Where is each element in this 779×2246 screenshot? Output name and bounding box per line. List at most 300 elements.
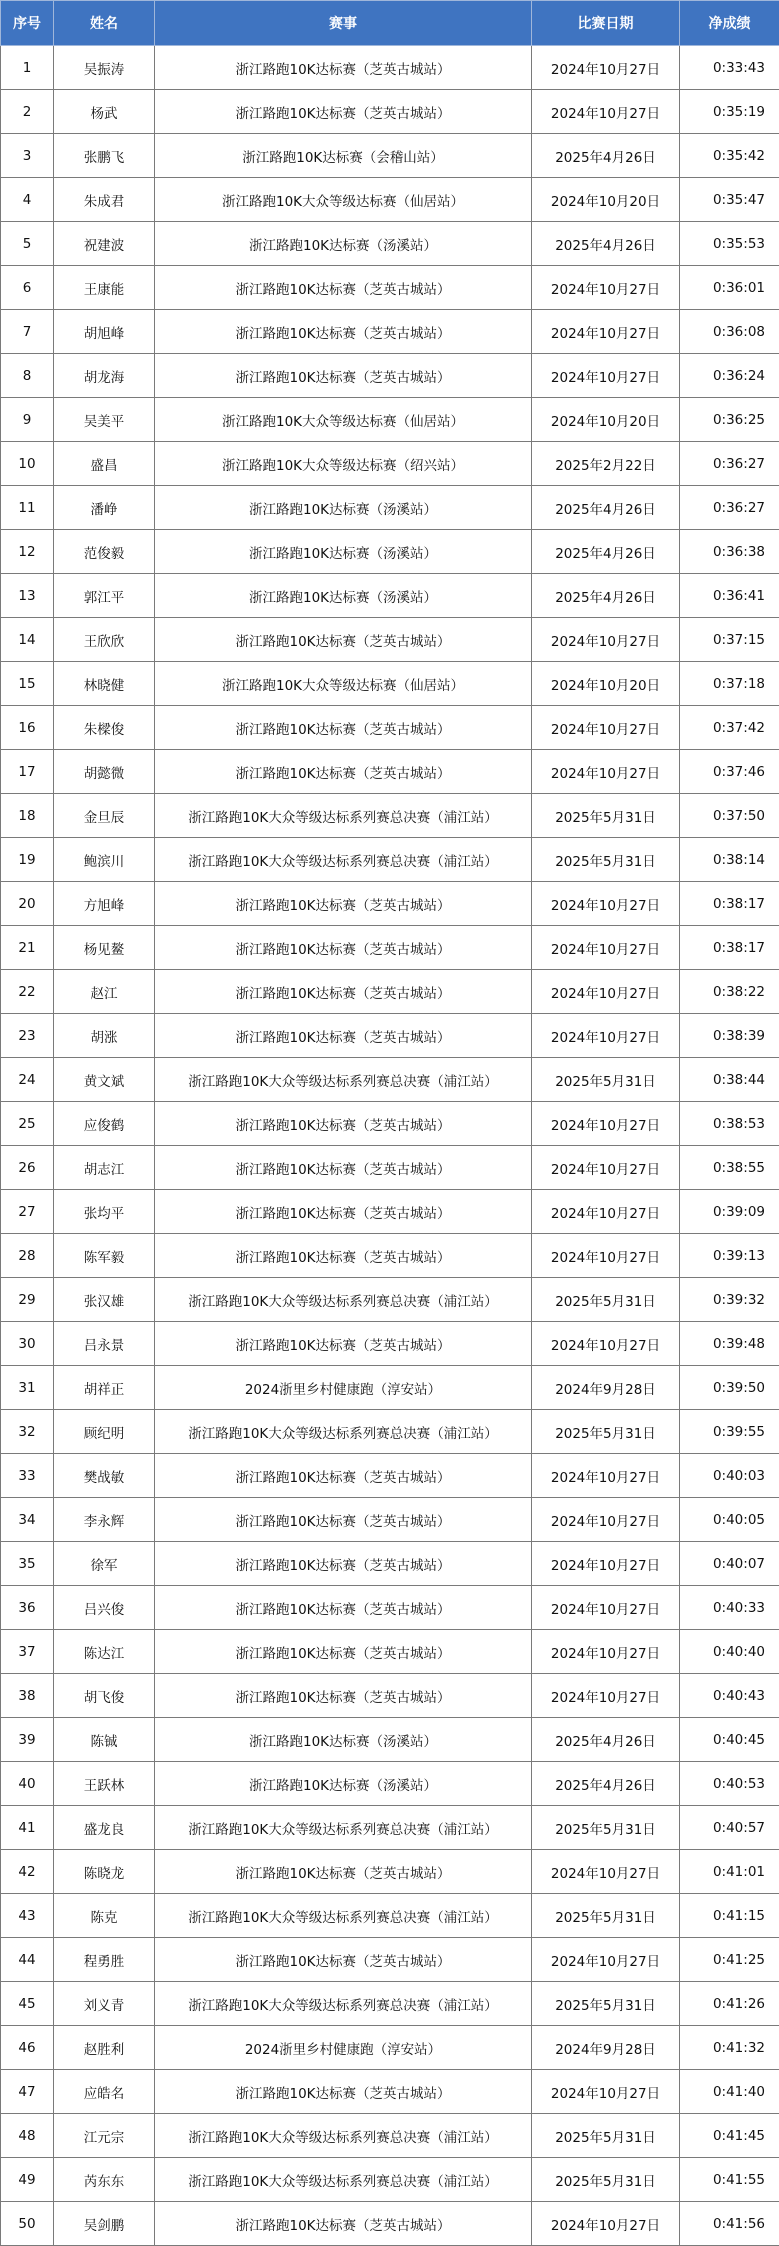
cell-event: 浙江路跑10K达标赛（芝英古城站） [155, 618, 532, 662]
cell-name: 胡龙海 [54, 354, 155, 398]
table-row [1, 750, 779, 794]
table-row [1, 1498, 779, 1542]
cell-event: 浙江路跑10K达标赛（汤溪站） [155, 574, 532, 618]
cell-name: 方旭峰 [54, 882, 155, 926]
table-row [1, 794, 779, 838]
cell-name: 胡旭峰 [54, 310, 155, 354]
table-row [1, 46, 779, 90]
cell-event: 浙江路跑10K达标赛（芝英古城站） [155, 970, 532, 1014]
table-row [1, 2026, 779, 2070]
cell-net-time: 0:35:47 [680, 178, 779, 222]
cell-rank: 35 [1, 1542, 54, 1586]
cell-date: 2024年10月27日 [532, 1542, 680, 1586]
cell-rank: 9 [1, 398, 54, 442]
table-row [1, 1938, 779, 1982]
cell-event: 浙江路跑10K达标赛（芝英古城站） [155, 706, 532, 750]
cell-rank: 13 [1, 574, 54, 618]
cell-rank: 1 [1, 46, 54, 90]
cell-net-time: 0:35:53 [680, 222, 779, 266]
cell-date: 2025年4月26日 [532, 1762, 680, 1806]
cell-event: 浙江路跑10K达标赛（芝英古城站） [155, 354, 532, 398]
table-row [1, 398, 779, 442]
cell-rank: 43 [1, 1894, 54, 1938]
cell-rank: 28 [1, 1234, 54, 1278]
cell-name: 顾纪明 [54, 1410, 155, 1454]
cell-name: 应皓名 [54, 2070, 155, 2114]
cell-event: 浙江路跑10K达标赛（芝英古城站） [155, 882, 532, 926]
cell-date: 2024年10月27日 [532, 1938, 680, 1982]
cell-name: 张均平 [54, 1190, 155, 1234]
cell-net-time: 0:37:18 [680, 662, 779, 706]
cell-event: 浙江路跑10K达标赛（芝英古城站） [155, 750, 532, 794]
cell-date: 2024年10月27日 [532, 1586, 680, 1630]
cell-name: 赵江 [54, 970, 155, 1014]
cell-net-time: 0:36:24 [680, 354, 779, 398]
cell-rank: 5 [1, 222, 54, 266]
cell-rank: 46 [1, 2026, 54, 2070]
cell-event: 浙江路跑10K达标赛（芝英古城站） [155, 1938, 532, 1982]
table-row [1, 662, 779, 706]
cell-date: 2024年10月27日 [532, 354, 680, 398]
table-row [1, 706, 779, 750]
cell-date: 2025年4月26日 [532, 574, 680, 618]
cell-net-time: 0:40:45 [680, 1718, 779, 1762]
cell-date: 2024年10月27日 [532, 1630, 680, 1674]
cell-date: 2024年10月27日 [532, 46, 680, 90]
cell-net-time: 0:39:55 [680, 1410, 779, 1454]
cell-name: 胡志江 [54, 1146, 155, 1190]
cell-net-time: 0:41:25 [680, 1938, 779, 1982]
table-row [1, 1322, 779, 1366]
table-row [1, 1366, 779, 1410]
cell-date: 2025年5月31日 [532, 794, 680, 838]
cell-net-time: 0:38:39 [680, 1014, 779, 1058]
cell-event: 浙江路跑10K达标赛（汤溪站） [155, 222, 532, 266]
cell-net-time: 0:41:15 [680, 1894, 779, 1938]
cell-name: 鲍滨川 [54, 838, 155, 882]
cell-net-time: 0:38:53 [680, 1102, 779, 1146]
cell-event: 浙江路跑10K达标赛（芝英古城站） [155, 1322, 532, 1366]
cell-event: 浙江路跑10K达标赛（芝英古城站） [155, 1586, 532, 1630]
cell-name: 盛昌 [54, 442, 155, 486]
table-row [1, 1102, 779, 1146]
cell-net-time: 0:37:50 [680, 794, 779, 838]
cell-net-time: 0:38:44 [680, 1058, 779, 1102]
cell-net-time: 0:38:55 [680, 1146, 779, 1190]
cell-date: 2024年10月27日 [532, 1674, 680, 1718]
cell-name: 吕永景 [54, 1322, 155, 1366]
cell-net-time: 0:35:42 [680, 134, 779, 178]
cell-rank: 18 [1, 794, 54, 838]
cell-date: 2024年10月27日 [532, 706, 680, 750]
cell-event: 浙江路跑10K达标赛（芝英古城站） [155, 1146, 532, 1190]
table-row [1, 2070, 779, 2114]
cell-date: 2024年10月27日 [532, 970, 680, 1014]
cell-net-time: 0:36:25 [680, 398, 779, 442]
cell-date: 2025年5月31日 [532, 1982, 680, 2026]
cell-event: 浙江路跑10K达标赛（芝英古城站） [155, 1498, 532, 1542]
table-row [1, 574, 779, 618]
cell-rank: 14 [1, 618, 54, 662]
table-row [1, 838, 779, 882]
cell-name: 胡涨 [54, 1014, 155, 1058]
cell-date: 2025年5月31日 [532, 1058, 680, 1102]
cell-net-time: 0:40:40 [680, 1630, 779, 1674]
cell-event: 浙江路跑10K达标赛（汤溪站） [155, 1762, 532, 1806]
table-row [1, 1762, 779, 1806]
cell-rank: 44 [1, 1938, 54, 1982]
cell-date: 2024年10月27日 [532, 1322, 680, 1366]
cell-event: 浙江路跑10K大众等级达标系列赛总决赛（浦江站） [155, 1278, 532, 1322]
cell-date: 2025年5月31日 [532, 838, 680, 882]
table-row [1, 442, 779, 486]
cell-name: 郭江平 [54, 574, 155, 618]
cell-event: 浙江路跑10K达标赛（芝英古城站） [155, 1542, 532, 1586]
cell-event: 浙江路跑10K大众等级达标系列赛总决赛（浦江站） [155, 1982, 532, 2026]
cell-rank: 6 [1, 266, 54, 310]
cell-event: 浙江路跑10K达标赛（芝英古城站） [155, 1674, 532, 1718]
cell-rank: 45 [1, 1982, 54, 2026]
cell-name: 张鹏飞 [54, 134, 155, 178]
cell-net-time: 0:40:05 [680, 1498, 779, 1542]
table-row [1, 266, 779, 310]
cell-event: 浙江路跑10K大众等级达标系列赛总决赛（浦江站） [155, 1806, 532, 1850]
cell-rank: 20 [1, 882, 54, 926]
cell-name: 徐军 [54, 1542, 155, 1586]
cell-name: 应俊鹤 [54, 1102, 155, 1146]
table-row [1, 882, 779, 926]
cell-rank: 7 [1, 310, 54, 354]
cell-event: 浙江路跑10K达标赛（芝英古城站） [155, 1630, 532, 1674]
cell-name: 黄文斌 [54, 1058, 155, 1102]
table-row [1, 2158, 779, 2202]
cell-event: 浙江路跑10K大众等级达标系列赛总决赛（浦江站） [155, 1894, 532, 1938]
cell-net-time: 0:37:46 [680, 750, 779, 794]
table-row [1, 1542, 779, 1586]
cell-name: 刘义青 [54, 1982, 155, 2026]
cell-name: 朱樑俊 [54, 706, 155, 750]
cell-name: 王跃林 [54, 1762, 155, 1806]
cell-date: 2024年10月27日 [532, 618, 680, 662]
cell-name: 陈军毅 [54, 1234, 155, 1278]
table-body [1, 46, 779, 2246]
cell-date: 2024年10月27日 [532, 882, 680, 926]
cell-rank: 8 [1, 354, 54, 398]
cell-event: 浙江路跑10K达标赛（汤溪站） [155, 530, 532, 574]
cell-rank: 17 [1, 750, 54, 794]
cell-name: 王欣欣 [54, 618, 155, 662]
cell-name: 程勇胜 [54, 1938, 155, 1982]
table-row [1, 178, 779, 222]
cell-name: 樊战敏 [54, 1454, 155, 1498]
cell-net-time: 0:40:07 [680, 1542, 779, 1586]
header-name: 姓名 [54, 1, 155, 46]
cell-event: 浙江路跑10K达标赛（汤溪站） [155, 486, 532, 530]
table-row [1, 90, 779, 134]
cell-rank: 37 [1, 1630, 54, 1674]
cell-net-time: 0:41:01 [680, 1850, 779, 1894]
cell-date: 2025年5月31日 [532, 1806, 680, 1850]
cell-net-time: 0:38:17 [680, 926, 779, 970]
cell-name: 潘峥 [54, 486, 155, 530]
table-row [1, 1718, 779, 1762]
cell-rank: 10 [1, 442, 54, 486]
cell-date: 2025年4月26日 [532, 486, 680, 530]
cell-event: 浙江路跑10K达标赛（芝英古城站） [155, 2202, 532, 2246]
cell-event: 浙江路跑10K达标赛（芝英古城站） [155, 90, 532, 134]
cell-name: 王康能 [54, 266, 155, 310]
cell-rank: 38 [1, 1674, 54, 1718]
cell-date: 2024年10月27日 [532, 1102, 680, 1146]
cell-name: 陈克 [54, 1894, 155, 1938]
cell-date: 2024年10月27日 [532, 1190, 680, 1234]
cell-event: 浙江路跑10K达标赛（芝英古城站） [155, 1102, 532, 1146]
cell-rank: 47 [1, 2070, 54, 2114]
cell-name: 张汉雄 [54, 1278, 155, 1322]
cell-name: 杨武 [54, 90, 155, 134]
table-row [1, 1894, 779, 1938]
cell-net-time: 0:37:15 [680, 618, 779, 662]
cell-net-time: 0:36:27 [680, 442, 779, 486]
table-row [1, 354, 779, 398]
header-rank: 序号 [1, 1, 54, 46]
cell-name: 陈晓龙 [54, 1850, 155, 1894]
cell-net-time: 0:41:56 [680, 2202, 779, 2246]
cell-date: 2024年10月27日 [532, 1146, 680, 1190]
cell-net-time: 0:35:19 [680, 90, 779, 134]
cell-net-time: 0:41:40 [680, 2070, 779, 2114]
cell-event: 浙江路跑10K达标赛（芝英古城站） [155, 1234, 532, 1278]
cell-event: 浙江路跑10K大众等级达标赛（仙居站） [155, 178, 532, 222]
table-row [1, 134, 779, 178]
cell-name: 陈铖 [54, 1718, 155, 1762]
cell-rank: 33 [1, 1454, 54, 1498]
cell-date: 2024年9月28日 [532, 1366, 680, 1410]
cell-name: 胡飞俊 [54, 1674, 155, 1718]
cell-rank: 27 [1, 1190, 54, 1234]
table-row [1, 618, 779, 662]
cell-event: 浙江路跑10K达标赛（芝英古城站） [155, 1190, 532, 1234]
cell-date: 2025年2月22日 [532, 442, 680, 486]
header-event: 赛事 [155, 1, 532, 46]
cell-rank: 50 [1, 2202, 54, 2246]
table-row [1, 1630, 779, 1674]
table-row [1, 530, 779, 574]
cell-net-time: 0:41:45 [680, 2114, 779, 2158]
cell-net-time: 0:38:22 [680, 970, 779, 1014]
cell-net-time: 0:36:01 [680, 266, 779, 310]
cell-date: 2024年10月27日 [532, 1234, 680, 1278]
cell-date: 2024年10月20日 [532, 178, 680, 222]
cell-date: 2024年10月27日 [532, 310, 680, 354]
cell-net-time: 0:39:13 [680, 1234, 779, 1278]
cell-net-time: 0:39:32 [680, 1278, 779, 1322]
cell-rank: 3 [1, 134, 54, 178]
cell-rank: 21 [1, 926, 54, 970]
cell-name: 吴振涛 [54, 46, 155, 90]
cell-event: 浙江路跑10K达标赛（芝英古城站） [155, 1850, 532, 1894]
cell-event: 浙江路跑10K大众等级达标系列赛总决赛（浦江站） [155, 2158, 532, 2202]
cell-date: 2024年9月28日 [532, 2026, 680, 2070]
cell-name: 李永辉 [54, 1498, 155, 1542]
cell-rank: 29 [1, 1278, 54, 1322]
cell-rank: 30 [1, 1322, 54, 1366]
cell-net-time: 0:33:43 [680, 46, 779, 90]
cell-net-time: 0:39:48 [680, 1322, 779, 1366]
cell-rank: 22 [1, 970, 54, 1014]
cell-rank: 40 [1, 1762, 54, 1806]
cell-event: 浙江路跑10K达标赛（芝英古城站） [155, 1014, 532, 1058]
cell-rank: 2 [1, 90, 54, 134]
table-row [1, 926, 779, 970]
table-row [1, 1278, 779, 1322]
cell-event: 2024浙里乡村健康跑（淳安站） [155, 2026, 532, 2070]
table-row [1, 1234, 779, 1278]
cell-name: 胡祥正 [54, 1366, 155, 1410]
cell-net-time: 0:36:41 [680, 574, 779, 618]
cell-net-time: 0:36:08 [680, 310, 779, 354]
header-net-time: 净成绩 [680, 1, 779, 46]
cell-event: 浙江路跑10K达标赛（芝英古城站） [155, 46, 532, 90]
cell-date: 2024年10月27日 [532, 750, 680, 794]
cell-net-time: 0:38:14 [680, 838, 779, 882]
cell-net-time: 0:41:26 [680, 1982, 779, 2026]
cell-net-time: 0:40:03 [680, 1454, 779, 1498]
cell-name: 范俊毅 [54, 530, 155, 574]
cell-name: 金旦辰 [54, 794, 155, 838]
cell-event: 浙江路跑10K达标赛（芝英古城站） [155, 2070, 532, 2114]
cell-date: 2024年10月27日 [532, 90, 680, 134]
cell-rank: 12 [1, 530, 54, 574]
cell-rank: 26 [1, 1146, 54, 1190]
cell-rank: 49 [1, 2158, 54, 2202]
cell-net-time: 0:40:43 [680, 1674, 779, 1718]
cell-date: 2025年5月31日 [532, 2158, 680, 2202]
table-row [1, 486, 779, 530]
header-date: 比赛日期 [532, 1, 680, 46]
cell-date: 2024年10月27日 [532, 2070, 680, 2114]
cell-net-time: 0:39:09 [680, 1190, 779, 1234]
cell-name: 吕兴俊 [54, 1586, 155, 1630]
cell-rank: 16 [1, 706, 54, 750]
table-row [1, 2114, 779, 2158]
cell-event: 浙江路跑10K达标赛（汤溪站） [155, 1718, 532, 1762]
cell-name: 芮东东 [54, 2158, 155, 2202]
table-row [1, 970, 779, 1014]
table-row [1, 1586, 779, 1630]
cell-rank: 39 [1, 1718, 54, 1762]
cell-date: 2024年10月20日 [532, 662, 680, 706]
cell-rank: 48 [1, 2114, 54, 2158]
table-row [1, 1410, 779, 1454]
cell-net-time: 0:39:50 [680, 1366, 779, 1410]
cell-name: 杨见鳌 [54, 926, 155, 970]
cell-date: 2024年10月27日 [532, 2202, 680, 2246]
cell-event: 浙江路跑10K大众等级达标系列赛总决赛（浦江站） [155, 794, 532, 838]
cell-date: 2024年10月27日 [532, 1850, 680, 1894]
table-row [1, 310, 779, 354]
cell-date: 2025年5月31日 [532, 2114, 680, 2158]
cell-date: 2024年10月27日 [532, 926, 680, 970]
cell-date: 2025年5月31日 [532, 1278, 680, 1322]
cell-name: 赵胜利 [54, 2026, 155, 2070]
cell-rank: 11 [1, 486, 54, 530]
table-row [1, 222, 779, 266]
table-row [1, 1014, 779, 1058]
cell-rank: 36 [1, 1586, 54, 1630]
cell-event: 浙江路跑10K达标赛（芝英古城站） [155, 310, 532, 354]
cell-rank: 4 [1, 178, 54, 222]
table-row [1, 1806, 779, 1850]
cell-event: 浙江路跑10K达标赛（芝英古城站） [155, 1454, 532, 1498]
cell-event: 浙江路跑10K达标赛（会稽山站） [155, 134, 532, 178]
cell-date: 2025年4月26日 [532, 134, 680, 178]
cell-net-time: 0:40:57 [680, 1806, 779, 1850]
cell-name: 林晓健 [54, 662, 155, 706]
cell-name: 吴剑鹏 [54, 2202, 155, 2246]
cell-event: 浙江路跑10K大众等级达标系列赛总决赛（浦江站） [155, 1410, 532, 1454]
cell-date: 2024年10月27日 [532, 1498, 680, 1542]
cell-rank: 34 [1, 1498, 54, 1542]
cell-date: 2025年4月26日 [532, 1718, 680, 1762]
cell-name: 朱成君 [54, 178, 155, 222]
cell-event: 浙江路跑10K大众等级达标赛（仙居站） [155, 662, 532, 706]
cell-net-time: 0:41:32 [680, 2026, 779, 2070]
cell-rank: 25 [1, 1102, 54, 1146]
cell-date: 2024年10月27日 [532, 266, 680, 310]
cell-name: 祝建波 [54, 222, 155, 266]
cell-net-time: 0:38:17 [680, 882, 779, 926]
table-row [1, 1190, 779, 1234]
cell-event: 浙江路跑10K达标赛（芝英古城站） [155, 266, 532, 310]
cell-rank: 32 [1, 1410, 54, 1454]
table-row [1, 1982, 779, 2026]
cell-net-time: 0:40:33 [680, 1586, 779, 1630]
cell-rank: 42 [1, 1850, 54, 1894]
cell-date: 2024年10月20日 [532, 398, 680, 442]
table-row [1, 1146, 779, 1190]
cell-date: 2025年5月31日 [532, 1410, 680, 1454]
table-row [1, 2202, 779, 2246]
cell-name: 胡懿微 [54, 750, 155, 794]
cell-rank: 41 [1, 1806, 54, 1850]
cell-rank: 19 [1, 838, 54, 882]
cell-event: 浙江路跑10K大众等级达标系列赛总决赛（浦江站） [155, 838, 532, 882]
cell-name: 吴美平 [54, 398, 155, 442]
cell-event: 浙江路跑10K大众等级达标系列赛总决赛（浦江站） [155, 2114, 532, 2158]
cell-event: 浙江路跑10K大众等级达标赛（绍兴站） [155, 442, 532, 486]
table-row [1, 1454, 779, 1498]
cell-date: 2025年5月31日 [532, 1894, 680, 1938]
table-row [1, 1850, 779, 1894]
cell-net-time: 0:41:55 [680, 2158, 779, 2202]
cell-rank: 15 [1, 662, 54, 706]
cell-name: 盛龙良 [54, 1806, 155, 1850]
cell-name: 江元宗 [54, 2114, 155, 2158]
cell-date: 2024年10月27日 [532, 1014, 680, 1058]
cell-date: 2024年10月27日 [532, 1454, 680, 1498]
cell-net-time: 0:40:53 [680, 1762, 779, 1806]
cell-event: 浙江路跑10K大众等级达标系列赛总决赛（浦江站） [155, 1058, 532, 1102]
cell-date: 2025年4月26日 [532, 530, 680, 574]
cell-net-time: 0:36:38 [680, 530, 779, 574]
table-row [1, 1674, 779, 1718]
cell-event: 2024浙里乡村健康跑（淳安站） [155, 1366, 532, 1410]
cell-event: 浙江路跑10K达标赛（芝英古城站） [155, 926, 532, 970]
cell-event: 浙江路跑10K大众等级达标赛（仙居站） [155, 398, 532, 442]
cell-rank: 23 [1, 1014, 54, 1058]
cell-net-time: 0:36:27 [680, 486, 779, 530]
